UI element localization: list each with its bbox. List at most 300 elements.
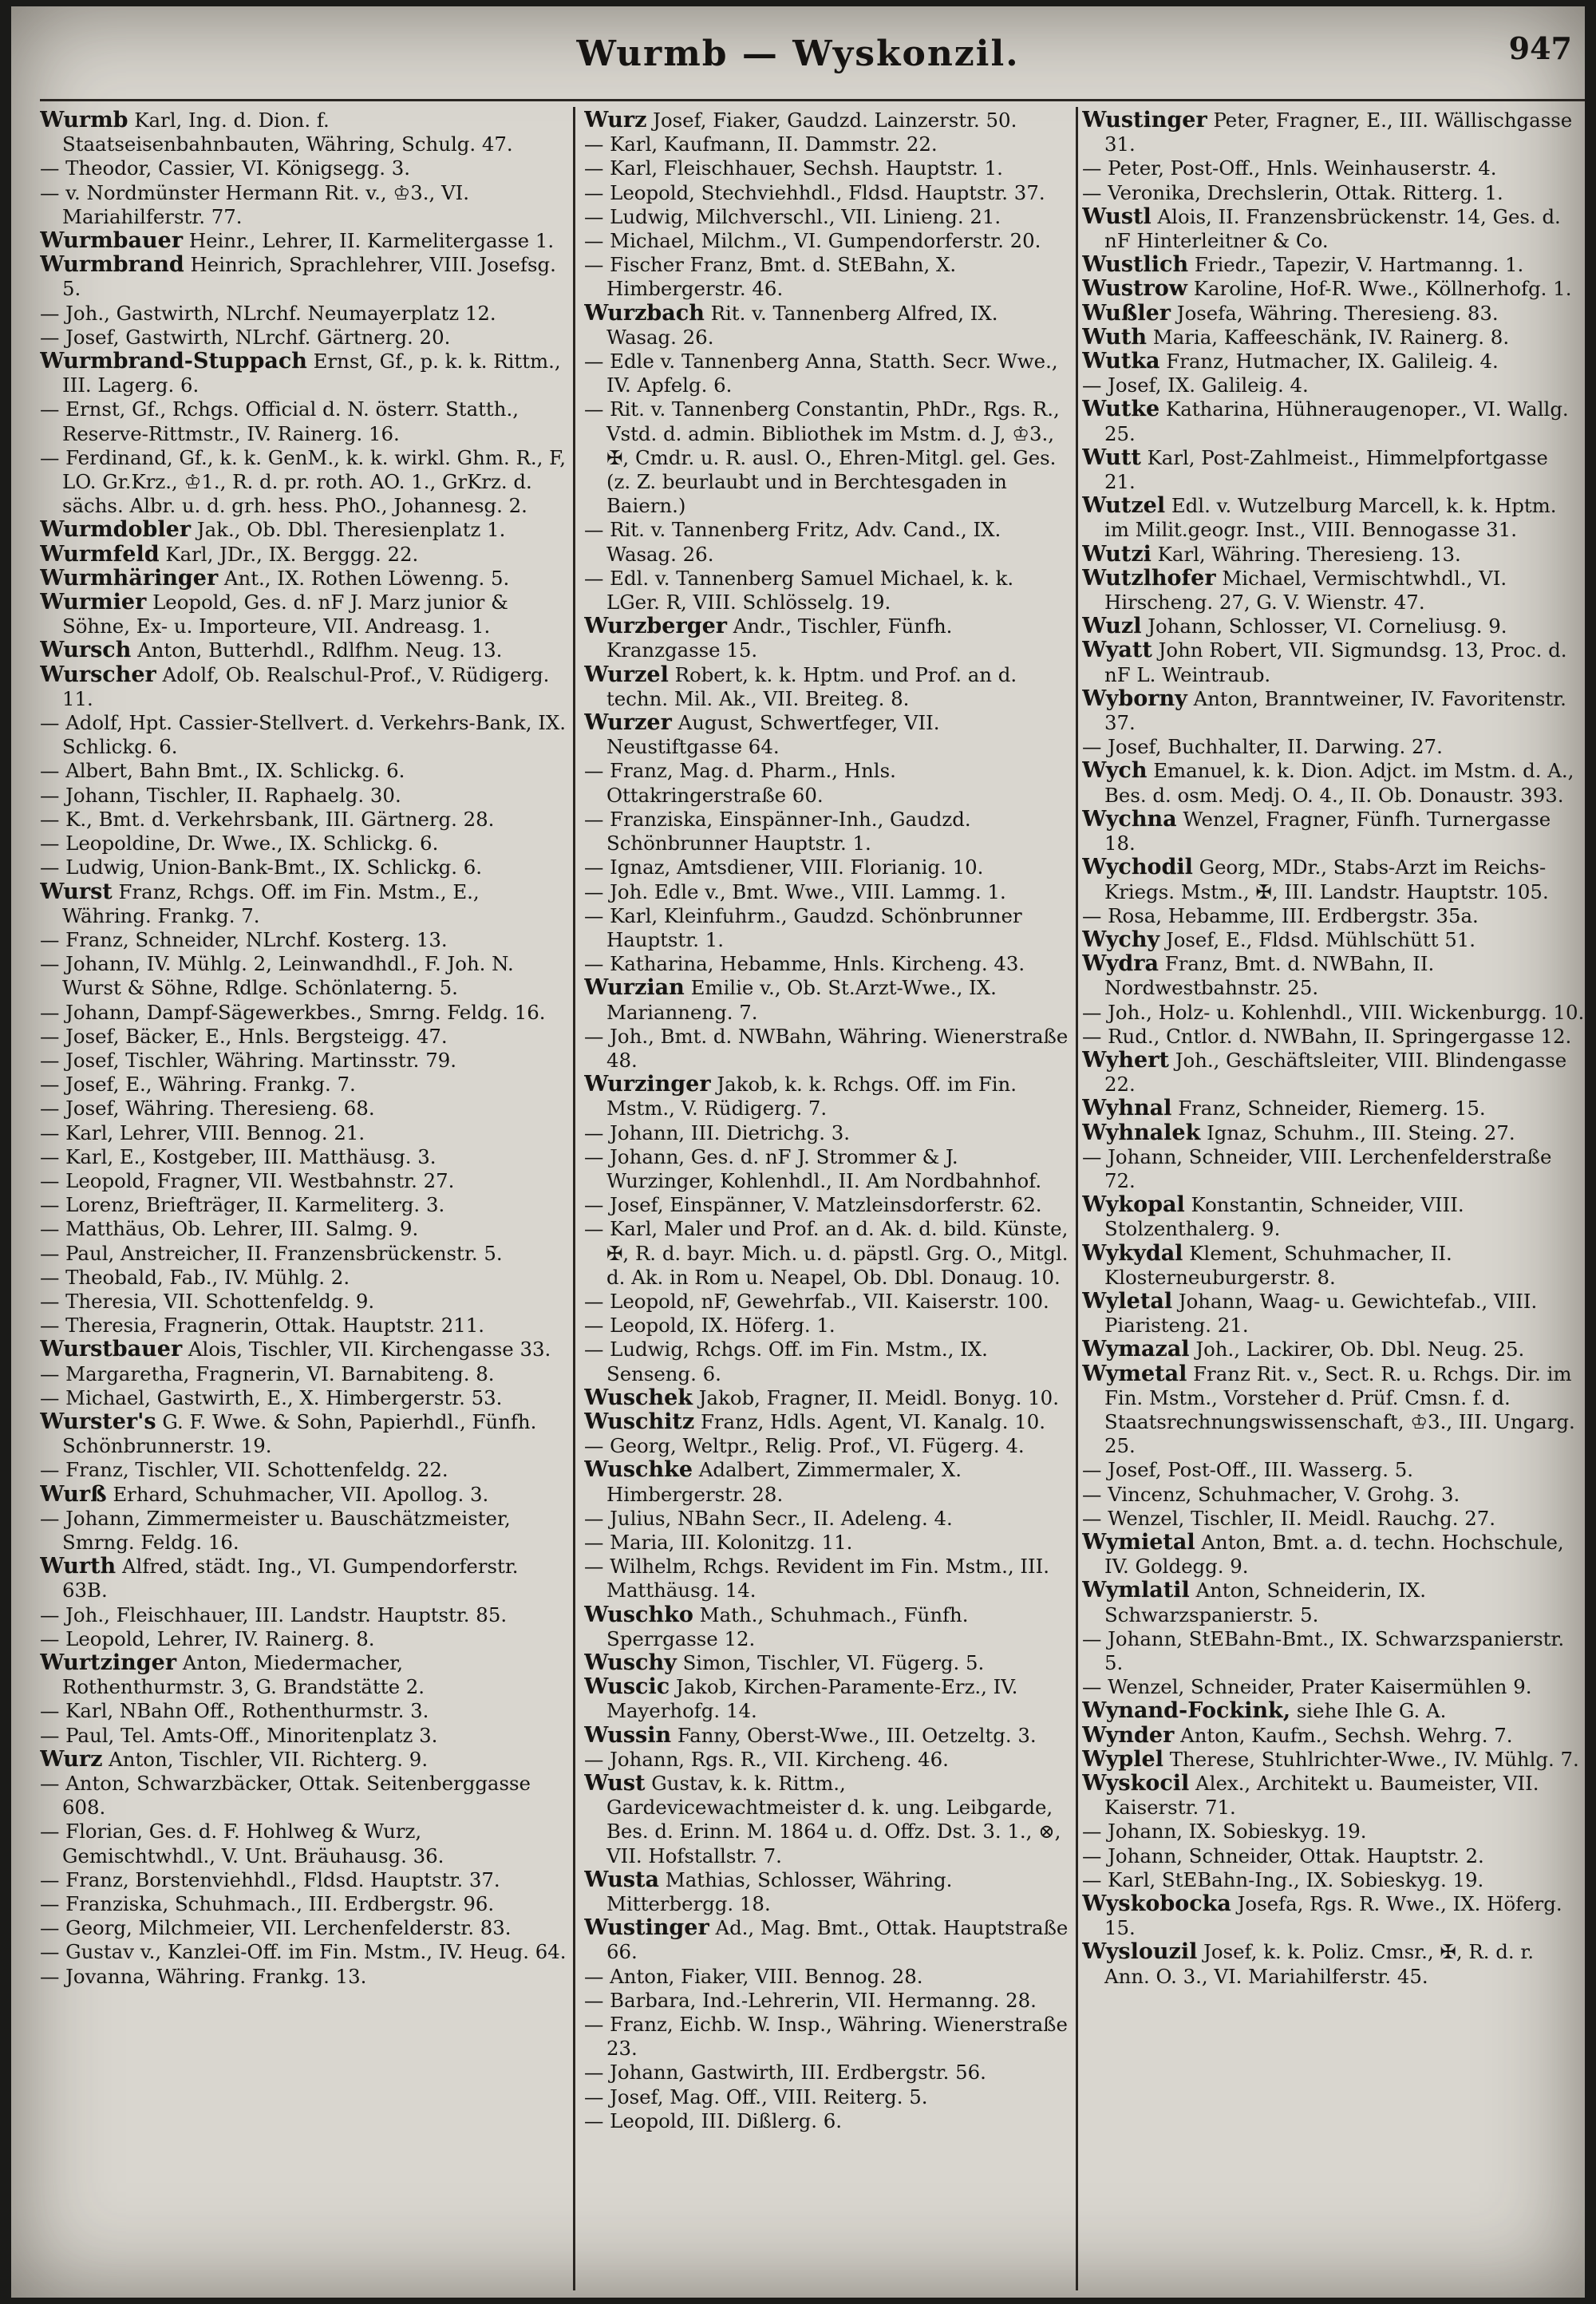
directory-sub-entry <box>584 156 1071 180</box>
surname-heading: Wyletal <box>1082 1288 1173 1314</box>
entry-text: — Theobald, Fab., IV. Mühlg. 2. <box>40 1265 350 1289</box>
entry-text: — Karl, Kaufmann, II. Dammstr. 22. <box>584 132 938 156</box>
directory-entry <box>1082 253 1585 277</box>
directory-sub-entry <box>40 1940 568 1964</box>
directory-sub-entry <box>584 1555 1071 1603</box>
directory-column-3 <box>1082 109 1585 2286</box>
directory-entry <box>40 638 568 662</box>
directory-sub-entry <box>584 1531 1071 1555</box>
surname-heading: Wynand-Fockink, <box>1082 1698 1291 1724</box>
entry-text: Johann, Waag- u. Gewichtefab., VIII. Piaristeng. 21. <box>1104 1289 1538 1338</box>
entry-text: G. F. Wwe. & Sohn, Papierhdl., Fünfh. Schönbrunnerstr. 19. <box>62 1409 537 1458</box>
directory-entry <box>1082 1290 1585 1338</box>
entry-text: — Josef, Gastwirth, NLrchf. Gärtnerg. 20. <box>40 325 451 349</box>
entry-text: — Ignaz, Amtsdiener, VIII. Florianig. 10. <box>584 856 984 879</box>
entry-text: — Edle v. Tannenberg Anna, Statth. Secr. Wwe., IV. Apfelg. 6. <box>584 350 1058 397</box>
entry-text: — Franz, Schneider, NLrchf. Kosterg. 13. <box>40 927 448 951</box>
directory-sub-entry <box>1082 1507 1585 1531</box>
entry-text: — Franziska, Einspänner-Inh., Gaudzd. Schönbrunner Hauptstr. 1. <box>584 807 971 856</box>
entry-text: Ignaz, Schuhm., III. Steing. 27. <box>1200 1120 1515 1144</box>
surname-heading: Wydra <box>1082 951 1159 977</box>
entry-text: John Robert, VII. Sigmundsg. 13, Proc. d. nF L. Weintraub. <box>1104 638 1567 686</box>
directory-sub-entry <box>584 1314 1071 1338</box>
directory-entry <box>1082 1531 1585 1579</box>
surname-heading: Wutt <box>1082 445 1141 470</box>
entry-text: — Michael, Milchm., VI. Gumpendorferstr. 20. <box>584 229 1041 253</box>
directory-entry <box>1082 446 1585 494</box>
entry-text: — Wenzel, Tischler, II. Meidl. Rauchg. 27. <box>1082 1506 1495 1530</box>
surname-heading: Wutzel <box>1082 493 1166 519</box>
entry-text: — Josef, E., Währing. Frankg. 7. <box>40 1073 356 1097</box>
entry-text: — Leopold, IX. Höferg. 1. <box>584 1314 836 1338</box>
directory-sub-entry <box>40 1507 568 1555</box>
directory-sub-entry <box>1082 1145 1585 1193</box>
entry-text: — Wilhelm, Rchgs. Revident im Fin. Mstm., III. Matthäusg. 14. <box>584 1555 1049 1603</box>
entry-text: — Josef, Bäcker, E., Hnls. Bergsteigg. 47. <box>40 1024 448 1048</box>
entry-text: — Leopold, Stechviehhdl., Fldsd. Hauptstr. 37. <box>584 180 1045 204</box>
surname-heading: Wurz <box>584 109 647 132</box>
directory-entry <box>40 663 568 711</box>
directory-entry <box>584 1073 1071 1120</box>
directory-sub-entry <box>584 904 1071 952</box>
directory-entry <box>40 1338 568 1361</box>
entry-text: Fanny, Oberst-Wwe., III. Oetzeltg. 3. <box>671 1723 1037 1747</box>
entry-text: Ad., Mag. Bmt., Ottak. Hauptstraße 66. <box>606 1916 1069 1964</box>
directory-entry <box>584 615 1071 662</box>
entry-text: Simon, Tischler, VI. Fügerg. 5. <box>676 1651 985 1674</box>
surname-heading: Wyborny <box>1082 686 1187 711</box>
surname-heading: Wymietal <box>1082 1529 1195 1555</box>
column-divider <box>573 107 575 2290</box>
entry-text: Michael, Vermischtwhdl., VI. Hirscheng. 27, G. V. Wienstr. 47. <box>1104 566 1507 615</box>
directory-entry <box>40 1410 568 1458</box>
directory-sub-entry <box>40 1001 568 1025</box>
surname-heading: Wuth <box>1082 324 1147 350</box>
directory-sub-entry <box>584 1989 1071 2013</box>
entry-text: — Leopold, III. Dißlerg. 6. <box>584 2108 843 2132</box>
entry-text: — Gustav v., Kanzlei-Off. im Fin. Mstm., IV. Heug. 64. <box>40 1940 567 1964</box>
entry-text: Emanuel, k. k. Dion. Adjct. im Mstm. d. A., Bes. d. osm. Medj. O. 4., II. Ob. Donaustr. 393. <box>1104 759 1574 807</box>
surname-heading: Wussin <box>584 1722 672 1748</box>
entry-text: Karl, Ing. d. Dion. f. Staatseisenbahnbauten, Währing, Schulg. 47. <box>62 109 513 156</box>
entry-text: — Michael, Gastwirth, E., X. Himbergerstr. 53. <box>40 1385 503 1409</box>
directory-sub-entry <box>584 350 1071 397</box>
entry-text: Adalbert, Zimmermaler, X. Himbergerstr. 28. <box>606 1458 962 1506</box>
directory-sub-entry <box>584 1217 1071 1290</box>
surname-heading: Wurmfeld <box>40 541 160 567</box>
entry-text: — Paul, Tel. Amts-Off., Minoritenplatz 3. <box>40 1723 438 1747</box>
directory-sub-entry <box>40 1121 568 1145</box>
directory-entry <box>1082 1699 1585 1723</box>
surname-heading: Wurmb <box>40 109 128 132</box>
entry-text: siehe Ihle G. A. <box>1290 1699 1447 1723</box>
entry-text: — Ludwig, Union-Bank-Bmt., IX. Schlickg. 6. <box>40 856 483 879</box>
entry-text: Therese, Stuhlrichter-Wwe., IV. Mühlg. 7. <box>1163 1747 1579 1771</box>
surname-heading: Wyplel <box>1082 1746 1163 1772</box>
surname-heading: Wutzi <box>1082 541 1152 567</box>
directory-sub-entry <box>40 808 568 832</box>
directory-sub-entry <box>584 1507 1071 1531</box>
directory-sub-entry <box>40 1362 568 1386</box>
entry-text: Alois, II. Franzensbrückenstr. 14, Ges. d. nF Hinterleitner & Co. <box>1104 204 1561 253</box>
entry-text: — v. Nordmünster Hermann Rit. v., ♔3., VI. Mariahilferstr. 77. <box>40 180 470 228</box>
entry-text: — K., Bmt. d. Verkehrsbank, III. Gärtnerg. 28. <box>40 807 495 831</box>
entry-text: — Theresia, Fragnerin, Ottak. Hauptstr. 211. <box>40 1314 485 1338</box>
entry-text: — Rud., Cntlor. d. NWBahn, II. Springergasse 12. <box>1082 1024 1572 1048</box>
surname-heading: Wurzel <box>584 662 669 687</box>
directory-sub-entry <box>40 952 568 1000</box>
directory-entry <box>1082 109 1585 156</box>
directory-sub-entry <box>40 784 568 808</box>
directory-entry <box>1082 1193 1585 1241</box>
entry-text: Jakob, Kirchen-Paramente-Erz., IV. Mayerhofg. 14. <box>606 1675 1018 1723</box>
directory-sub-entry <box>1082 1675 1585 1699</box>
surname-heading: Wustinger <box>584 1915 709 1941</box>
surname-heading: Wurzinger <box>584 1072 711 1097</box>
entry-text: Peter, Fragner, E., III. Wällischgasse 31. <box>1104 109 1573 156</box>
directory-entry <box>584 109 1071 132</box>
entry-text: — Josef, Post-Off., III. Wasserg. 5. <box>1082 1458 1414 1482</box>
directory-entry <box>40 880 568 928</box>
directory-sub-entry <box>40 1868 568 1892</box>
directory-sub-entry <box>584 1145 1071 1193</box>
entry-text: — Karl, E., Kostgeber, III. Matthäusg. 3. <box>40 1144 437 1168</box>
entry-text: Wenzel, Fragner, Fünfh. Turnergasse 18. <box>1104 807 1551 856</box>
directory-entry <box>1082 1892 1585 1940</box>
directory-entry <box>1082 1338 1585 1361</box>
directory-sub-entry <box>40 397 568 445</box>
entry-text: — Joh., Holz- u. Kohlenhdl., VIII. Wickenburgg. 10. <box>1082 1000 1585 1024</box>
entry-text: — Jovanna, Währing. Frankg. 13. <box>40 1964 367 1988</box>
surname-heading: Wurmbrand <box>40 252 184 278</box>
directory-sub-entry <box>1082 1627 1585 1675</box>
directory-sub-entry <box>1082 1844 1585 1868</box>
header-rule <box>40 99 1585 101</box>
directory-entry <box>1082 1724 1585 1748</box>
entry-text: — Ernst, Gf., Rchgs. Official d. N. österr. Statth., Reserve-Rittmstr., IV. Rainerg. 16. <box>40 397 519 445</box>
entry-text: — Josef, Einspänner, V. Matzleinsdorferstr. 62. <box>584 1193 1042 1217</box>
entry-text: Ant., IX. Rothen Löwenng. 5. <box>218 566 510 590</box>
directory-entry <box>1082 1772 1585 1820</box>
surname-heading: Wuschitz <box>584 1409 695 1434</box>
surname-heading: Wurzbach <box>584 300 705 326</box>
directory-sub-entry <box>1082 904 1585 928</box>
surname-heading: Wykopal <box>1082 1192 1185 1218</box>
entry-text: — Paul, Anstreicher, II. Franzensbrückenstr. 5. <box>40 1241 503 1265</box>
directory-sub-entry <box>584 856 1071 879</box>
directory-sub-entry <box>40 1025 568 1049</box>
directory-sub-entry <box>40 1699 568 1723</box>
entry-text: Katharina, Hühneraugenoper., VI. Wallg. 25. <box>1104 397 1569 445</box>
directory-entry <box>584 1603 1071 1651</box>
directory-entry <box>40 591 568 638</box>
entry-text: — Leopoldine, Dr. Wwe., IX. Schlickg. 6. <box>40 832 439 856</box>
surname-heading: Wyhert <box>1082 1047 1169 1073</box>
directory-entry <box>584 1724 1071 1748</box>
directory-entry <box>584 1410 1071 1434</box>
entry-text: — Edl. v. Tannenberg Samuel Michael, k. k. LGer. R, VIII. Schlösselg. 19. <box>584 566 1014 615</box>
entry-text: Alex., Architekt u. Baumeister, VII. Kaiserstr. 71. <box>1104 1772 1539 1820</box>
surname-heading: Wustl <box>1082 204 1152 229</box>
entry-text: Jakob, k. k. Rchgs. Off. im Fin. Mstm., V. Rüdigerg. 7. <box>606 1073 1017 1120</box>
directory-sub-entry <box>40 832 568 856</box>
directory-sub-entry <box>40 1145 568 1169</box>
surname-heading: Wurmdobler <box>40 517 192 543</box>
directory-entry <box>1082 952 1585 1000</box>
directory-entry <box>1082 1748 1585 1772</box>
directory-entry <box>1082 1097 1585 1120</box>
entry-text: Josef, Fiaker, Gaudzd. Lainzerstr. 50. <box>646 109 1017 132</box>
entry-text: — Franz, Mag. d. Pharm., Hnls. Ottakringerstraße 60. <box>584 759 896 807</box>
directory-sub-entry <box>40 711 568 759</box>
entry-text: Josef, k. k. Poliz. Cmsr., ✠, R. d. r. Ann. O. 3., VI. Mariahilferstr. 45. <box>1104 1940 1535 1988</box>
entry-text: — Fischer Franz, Bmt. d. StEBahn, X. Himbergerstr. 46. <box>584 253 957 301</box>
directory-sub-entry <box>40 1916 568 1940</box>
directory-column-1 <box>40 109 568 2286</box>
directory-sub-entry <box>584 132 1071 156</box>
directory-entry <box>1082 1049 1585 1097</box>
entry-text: — Anton, Fiaker, VIII. Bennog. 28. <box>584 1964 923 1988</box>
entry-text: — Joh. Edle v., Bmt. Wwe., VIII. Lammg. 1. <box>584 879 1006 903</box>
entry-text: Heinrich, Sprachlehrer, VIII. Josefsg. 5. <box>62 253 556 301</box>
entry-text: — Barbara, Ind.-Lehrerin, VII. Hermanng. 28. <box>584 1988 1037 2012</box>
surname-heading: Wußler <box>1082 300 1171 326</box>
surname-heading: Wustrow <box>1082 276 1188 302</box>
directory-sub-entry <box>40 1073 568 1097</box>
surname-heading: Wychy <box>1082 927 1160 952</box>
entry-text: — Karl, Kleinfuhrm., Gaudzd. Schönbrunner Hauptstr. 1. <box>584 903 1022 951</box>
entry-text: — Karl, Maler und Prof. an d. Ak. d. bild. Künste, ✠, R. d. bayr. Mich. u. d. päpstl. Grg. O., Mitgl. d. Ak. in Rom u. Neapel, Ob. Dbl. Donaug. 10. <box>584 1217 1069 1289</box>
surname-heading: Wynder <box>1082 1722 1175 1748</box>
directory-sub-entry <box>40 1627 568 1651</box>
entry-text: — Franz, Borstenviehhdl., Fldsd. Hauptstr. 37. <box>40 1867 500 1891</box>
entry-text: Maria, Kaffeeschänk, IV. Rainerg. 8. <box>1146 325 1510 349</box>
surname-heading: Wuzl <box>1082 614 1142 639</box>
entry-text: — Rit. v. Tannenberg Constantin, PhDr., Rgs. R., Vstd. d. admin. Bibliothek im Mstm. d. J, ♔3., ✠, Cmdr. u. R. ausl. O., Ehren-Mitgl. gel. Ges. (z. Z. beurlaubt und in Berchtesgaden in Baiern.) <box>584 397 1060 518</box>
entry-text: Franz Rit. v., Sect. R. u. Rchgs. Dir. im Fin. Mstm., Vorsteher d. Prüf. Cmsn. f. d. Staatsrechnungswissenschaft, ♔3., III. Ungarg. 25. <box>1104 1361 1575 1458</box>
directory-sub-entry <box>40 1049 568 1073</box>
entry-text: — Johann, Tischler, II. Raphaelg. 30. <box>40 783 401 807</box>
directory-sub-entry <box>1082 1868 1585 1892</box>
directory-entry <box>584 1916 1071 1964</box>
surname-heading: Wurscher <box>40 662 156 687</box>
directory-sub-entry <box>584 2085 1071 2109</box>
entry-text: Anton, Butterhdl., Rdlfhm. Neug. 13. <box>131 638 503 662</box>
entry-text: — Georg, Weltpr., Relig. Prof., VI. Fügerg. 4. <box>584 1434 1025 1458</box>
entry-text: Josefa, Rgs. R. Wwe., IX. Höferg. 15. <box>1104 1892 1562 1940</box>
entry-text: — Leopold, nF, Gewehrfab., VII. Kaiserstr. 100. <box>584 1289 1049 1313</box>
directory-sub-entry <box>1082 1458 1585 1482</box>
surname-heading: Wuschke <box>584 1457 693 1483</box>
surname-heading: Wustlich <box>1082 252 1189 278</box>
directory-sub-entry <box>1082 735 1585 759</box>
directory-sub-entry <box>584 808 1071 856</box>
directory-sub-entry <box>584 253 1071 301</box>
entry-text: — Joh., Bmt. d. NWBahn, Währing. Wienerstraße 48. <box>584 1024 1069 1072</box>
surname-heading: Wurß <box>40 1481 107 1507</box>
directory-sub-entry <box>584 2013 1071 2061</box>
directory-column-2 <box>584 109 1071 2286</box>
entry-text: — Julius, NBahn Secr., II. Adeleng. 4. <box>584 1506 953 1530</box>
directory-sub-entry <box>584 2061 1071 2085</box>
entry-text: — Peter, Post-Off., Hnls. Weinhauserstr. 4. <box>1082 156 1497 180</box>
directory-entry <box>584 711 1071 759</box>
entry-text: — Lorenz, Briefträger, II. Karmeliterg. 3. <box>40 1193 445 1217</box>
entry-text: — Johann, Ges. d. nF J. Strommer & J. Wurzinger, Kohlenhdl., II. Am Nordbahnhof. <box>584 1144 1042 1192</box>
surname-heading: Wymazal <box>1082 1337 1190 1362</box>
surname-heading: Wychodil <box>1082 855 1193 880</box>
directory-entry <box>1082 759 1585 807</box>
directory-sub-entry <box>40 302 568 326</box>
entry-text: — Karl, NBahn Off., Rothenthurmstr. 3. <box>40 1699 429 1723</box>
directory-entry <box>1082 397 1585 445</box>
directory-sub-entry <box>40 1386 568 1410</box>
directory-sub-entry <box>1082 156 1585 180</box>
entry-text: — Joh., Gastwirth, NLrchf. Neumayerplatz 12. <box>40 301 496 325</box>
entry-text: Gustav, k. k. Rittm., Gardevicewachtmeister d. k. ung. Leibgarde, Bes. d. Erinn. M. 1864 u. d. Offz. Dst. 3. 1., ⊗, VII. Hofstallstr. 7. <box>606 1772 1061 1867</box>
directory-sub-entry <box>40 326 568 350</box>
directory-entry <box>40 1651 568 1699</box>
directory-sub-entry <box>40 1458 568 1482</box>
entry-text: Alfred, städt. Ing., VI. Gumpendorferstr. 63B. <box>62 1555 519 1603</box>
entry-text: Robert, k. k. Hptm. und Prof. an d. techn. Mil. Ak., VII. Breiteg. 8. <box>606 662 1017 710</box>
entry-text: Jak., Ob. Dbl. Theresienplatz 1. <box>191 518 506 542</box>
entry-text: — Rosa, Hebamme, III. Erdbergstr. 35a. <box>1082 903 1479 927</box>
directory-sub-entry <box>40 1314 568 1338</box>
surname-heading: Wymetal <box>1082 1361 1187 1386</box>
entry-text: — Franz, Eichb. W. Insp., Währing. Wienerstraße 23. <box>584 2013 1068 2061</box>
entry-text: Emilie v., Ob. St.Arzt-Wwe., IX. Marianneng. 7. <box>606 976 997 1024</box>
entry-text: — Vincenz, Schuhmacher, V. Grohg. 3. <box>1082 1482 1460 1506</box>
directory-entry <box>584 1868 1071 1916</box>
entry-text: Adolf, Ob. Realschul-Prof., V. Rüdigerg. 11. <box>62 662 550 710</box>
directory-entry <box>584 1458 1071 1506</box>
entry-text: — Adolf, Hpt. Cassier-Stellvert. d. Verkehrs-Bank, IX. Schlickg. 6. <box>40 711 566 759</box>
entry-text: Josef, E., Fldsd. Mühlschütt 51. <box>1159 927 1476 951</box>
entry-text: Anton, Kaufm., Sechsh. Wehrg. 7. <box>1174 1723 1513 1747</box>
directory-entry <box>584 1675 1071 1723</box>
entry-text: Karoline, Hof-R. Wwe., Köllnerhofg. 1. <box>1187 277 1572 301</box>
running-title: Wurmb — Wyskonzil. <box>576 34 1020 74</box>
directory-sub-entry <box>40 1217 568 1241</box>
entry-text: — Maria, III. Kolonitzg. 11. <box>584 1530 853 1554</box>
surname-heading: Wurzian <box>584 975 685 1001</box>
directory-sub-entry <box>584 952 1071 976</box>
directory-sub-entry <box>40 1603 568 1627</box>
entry-text: — Albert, Bahn Bmt., IX. Schlickg. 6. <box>40 759 405 783</box>
directory-sub-entry <box>584 567 1071 615</box>
entry-text: — Josef, Währing. Theresieng. 68. <box>40 1097 375 1120</box>
entry-text: Franz, Hutmacher, IX. Galileig. 4. <box>1159 350 1499 373</box>
page-number: 947 <box>1508 30 1572 66</box>
entry-text: — Veronika, Drechslerin, Ottak. Ritterg. 1. <box>1082 180 1503 204</box>
entry-text: August, Schwertfeger, VII. Neustiftgasse 64. <box>606 711 940 759</box>
surname-heading: Wymlatil <box>1082 1578 1190 1603</box>
surname-heading: Wyskobocka <box>1082 1891 1231 1917</box>
directory-entry <box>1082 567 1585 615</box>
directory-sub-entry <box>40 1266 568 1290</box>
entry-text: — Josef, Tischler, Währing. Martinsstr. 79. <box>40 1048 456 1072</box>
directory-sub-entry <box>40 1193 568 1217</box>
entry-text: Joh., Lackirer, Ob. Dbl. Neug. 25. <box>1189 1338 1525 1361</box>
directory-sub-entry <box>1082 373 1585 397</box>
directory-sub-entry <box>584 1434 1071 1458</box>
entry-text: Klement, Schuhmacher, II. Klosterneuburgerstr. 8. <box>1104 1241 1452 1289</box>
entry-text: — Johann, StEBahn-Bmt., IX. Schwarzspanierstr. 5. <box>1082 1626 1565 1674</box>
directory-sub-entry <box>40 759 568 783</box>
entry-text: Karl, Währing. Theresieng. 13. <box>1151 542 1461 566</box>
surname-heading: Wyhnalek <box>1082 1120 1201 1145</box>
surname-heading: Wurzer <box>584 710 672 736</box>
surname-heading: Wurz <box>40 1746 103 1772</box>
directory-entry <box>1082 326 1585 350</box>
directory-sub-entry <box>584 205 1071 229</box>
directory-entry <box>1082 856 1585 903</box>
entry-text: Joh., Geschäftsleiter, VIII. Blindengasse 22. <box>1104 1048 1567 1097</box>
entry-text: — Rit. v. Tannenberg Fritz, Adv. Cand., IX. Wasag. 26. <box>584 518 1001 566</box>
entry-text: Math., Schuhmach., Fünfh. Sperrgasse 12. <box>606 1603 969 1650</box>
entry-text: Heinr., Lehrer, II. Karmelitergasse 1. <box>183 229 555 253</box>
directory-sub-entry <box>584 880 1071 904</box>
directory-entry <box>1082 543 1585 567</box>
entry-text: Rit. v. Tannenberg Alfred, IX. Wasag. 26. <box>606 301 998 349</box>
directory-entry <box>40 253 568 301</box>
entry-text: — Leopold, Lehrer, IV. Rainerg. 8. <box>40 1626 375 1650</box>
directory-sub-entry <box>584 1193 1071 1217</box>
directory-entry <box>1082 808 1585 856</box>
directory-entry <box>1082 1362 1585 1459</box>
surname-heading: Wustinger <box>1082 109 1207 132</box>
entry-text: — Johann, Gastwirth, III. Erdbergstr. 56. <box>584 2061 986 2085</box>
entry-text: — Franz, Tischler, VII. Schottenfeldg. 22. <box>40 1458 448 1482</box>
entry-text: — Johann, Zimmermeister u. Bauschätzmeister, Smrng. Feldg. 16. <box>40 1506 511 1554</box>
entry-text: — Anton, Schwarzbäcker, Ottak. Seitenberggasse 608. <box>40 1772 531 1820</box>
entry-text: — Johann, Dampf-Sägewerkbes., Smrng. Feldg. 16. <box>40 1000 546 1024</box>
directory-entry <box>1082 494 1585 542</box>
surname-heading: Wutzlhofer <box>1082 565 1216 591</box>
surname-heading: Wuschy <box>584 1650 677 1675</box>
surname-heading: Wyatt <box>1082 638 1152 663</box>
directory-entry <box>584 663 1071 711</box>
surname-heading: Wyhnal <box>1082 1096 1172 1121</box>
surname-heading: Wuschek <box>584 1385 693 1410</box>
directory-entry <box>40 350 568 397</box>
entry-text: Jakob, Fragner, II. Meidl. Bonyg. 10. <box>693 1385 1059 1409</box>
entry-text: — Leopold, Fragner, VII. Westbahnstr. 27. <box>40 1168 455 1192</box>
directory-entry <box>40 1748 568 1772</box>
entry-text: — Florian, Ges. d. F. Hohlweg & Wurz, Gemischtwhdl., V. Unt. Bräuhausg. 36. <box>40 1820 444 1867</box>
directory-entry <box>1082 1579 1585 1626</box>
directory-sub-entry <box>584 1290 1071 1314</box>
directory-sub-entry <box>40 1820 568 1867</box>
directory-entry <box>40 518 568 542</box>
surname-heading: Wurzberger <box>584 614 727 639</box>
surname-heading: Wusta <box>584 1867 660 1892</box>
directory-entry <box>1082 302 1585 326</box>
directory-entry <box>1082 1242 1585 1290</box>
directory-sub-entry <box>584 2109 1071 2133</box>
directory-entry <box>1082 1940 1585 1988</box>
directory-sub-entry <box>40 1097 568 1120</box>
directory-entry <box>584 1772 1071 1868</box>
directory-sub-entry <box>40 1772 568 1820</box>
entry-text: Andr., Tischler, Fünfh. Kranzgasse 15. <box>606 615 953 662</box>
directory-sub-entry <box>40 1290 568 1314</box>
entry-text: Edl. v. Wutzelburg Marcell, k. k. Hptm. im Milit.geogr. Inst., VIII. Bennogasse 31. <box>1104 494 1557 542</box>
directory-entry <box>1082 638 1585 686</box>
entry-text: Mathias, Schlosser, Währing. Mitterbergg. 18. <box>606 1867 953 1916</box>
directory-sub-entry <box>584 1025 1071 1073</box>
